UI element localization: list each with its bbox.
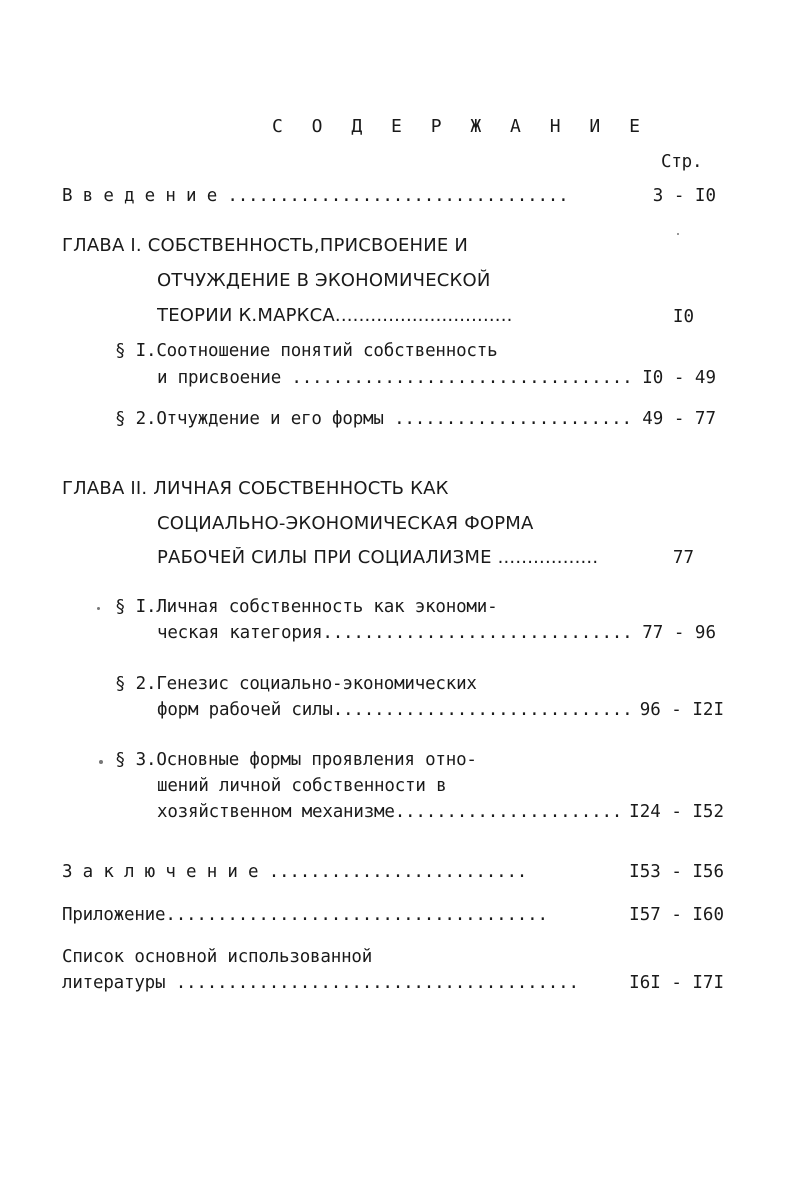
toc-chapter-1-title-end: ТЕОРИИ К.МАРКСА.............................. [157,305,513,326]
toc-section-2-3: § 3.Основные формы проявления отно- [115,750,477,770]
toc-chapter-2-title-cont: СОЦИАЛЬНО-ЭКОНОМИЧЕСКАЯ ФОРМА [157,513,534,534]
toc-pages-bibliography: I6I - I7I [629,973,724,993]
toc-chapter-2-title: ГЛАВА II. ЛИЧНАЯ СОБСТВЕННОСТЬ КАК [62,478,449,499]
scan-speck [99,760,103,764]
toc-section-1-2: § 2.Отчуждение и его формы ....................... [115,409,632,429]
toc-section-1-1: § I.Соотношение понятий собственность [115,341,498,361]
toc-pages-section-2-1: 77 - 96 [642,623,716,643]
toc-pages-chapter-2: 77 [672,548,694,568]
toc-section-2-1-cont: ческая категория.............................. [157,623,633,643]
toc-pages-intro: 3 - I0 [652,186,716,206]
toc-chapter-1-title: ГЛАВА I. СОБСТВЕННОСТЬ,ПРИСВОЕНИЕ И [62,235,469,256]
toc-chapter-2-title-end: РАБОЧЕЙ СИЛЫ ПРИ СОЦИАЛИЗМЕ ................. [157,547,599,568]
toc-section-2-2: § 2.Генезис социально-экономических [115,674,477,694]
toc-pages-section-2-2: 96 - I2I [639,700,724,720]
toc-pages-section-1-1: I0 - 49 [642,368,716,388]
toc-section-2-3-end: хозяйственном механизме...................... [157,802,623,822]
toc-pages-conclusion: I53 - I56 [629,862,724,882]
toc-entry-bibliography-cont: литературы ....................................... [62,973,579,993]
toc-entry-intro: В в е д е н и е ................................. [62,186,569,206]
scan-speck [677,233,679,235]
scan-speck [97,607,100,610]
toc-entry-conclusion: З а к л ю ч е н и е ......................... [62,862,528,882]
toc-pages-section-2-3: I24 - I52 [629,802,724,822]
toc-section-2-1: § I.Личная собственность как экономи- [115,597,498,617]
toc-entry-bibliography: Список основной использованной [62,947,373,967]
toc-section-2-3-cont: шений личной собственности в [157,776,447,796]
toc-pages-chapter-1: I0 [672,307,694,327]
toc-pages-section-1-2: 49 - 77 [642,409,716,429]
page-title: С О Д Е Р Ж А Н И Е [272,116,649,137]
page-column-header: Стр. [661,152,703,172]
toc-entry-appendix: Приложение..................................... [62,905,548,925]
toc-section-1-1-cont: и присвоение ................................. [157,368,633,388]
toc-section-2-2-cont: форм рабочей силы............................. [157,700,633,720]
toc-pages-appendix: I57 - I60 [629,905,724,925]
toc-chapter-1-title-cont: ОТЧУЖДЕНИЕ В ЭКОНОМИЧЕСКОЙ [157,270,491,291]
